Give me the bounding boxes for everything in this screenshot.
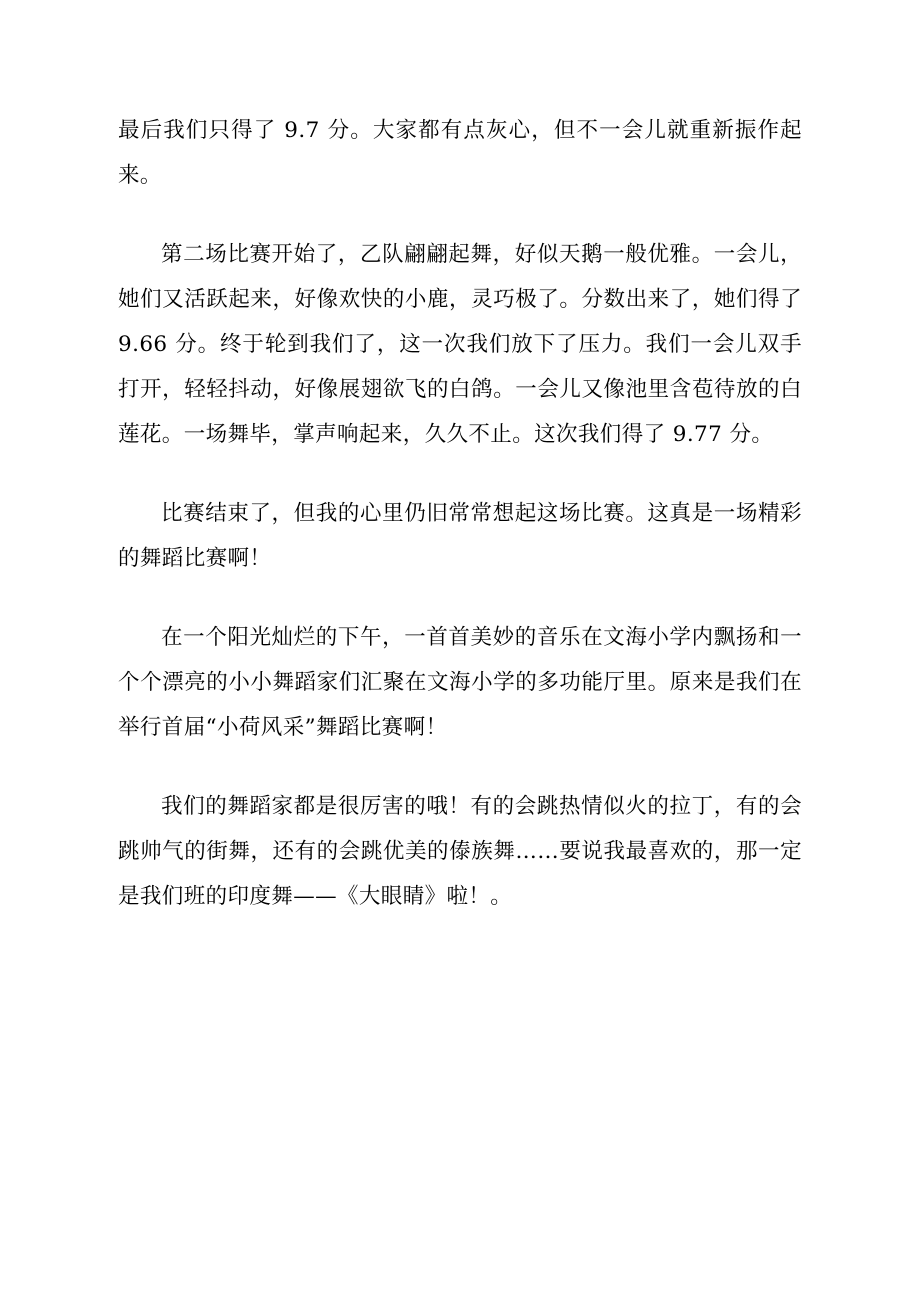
- paragraph: 最后我们只得了 9.7 分。大家都有点灰心，但不一会儿就重新振作起来。: [118, 118, 802, 188]
- paragraph: 在一个阳光灿烂的下午，一首首美妙的音乐在文海小学内飘扬和一个个漂亮的小小舞蹈家们汇聚在文海小学的多功能厅里。原来是我们在举行首届“小荷风采”舞蹈比赛啊！: [118, 625, 802, 740]
- paragraph: 比赛结束了，但我的心里仍旧常常想起这场比赛。这真是一场精彩的舞蹈比赛啊！: [118, 501, 802, 571]
- document-body: [118, 108, 802, 919]
- paragraph: 第二场比赛开始了，乙队翩翩起舞，好似天鹅一般优雅。一会儿，她们又活跃起来，好像欢快的小鹿，灵巧极了。分数出来了，她们得了 9.66 分。终于轮到我们了，这一次我们放下了压力。我们一会儿双手打开，轻轻抖动，好像展翅欲飞的白鸽。一会儿又像池里含苞待放的白莲花。一场舞毕，掌声响起来，久久不止。这次我们得了 9.77 分。: [118, 242, 802, 447]
- paragraph: 我们的舞蹈家都是很厉害的哦！有的会跳热情似火的拉丁，有的会跳帅气的街舞，还有的会跳优美的傣族舞……要说我最喜欢的，那一定是我们班的印度舞——《大眼睛》啦！。: [118, 794, 802, 909]
